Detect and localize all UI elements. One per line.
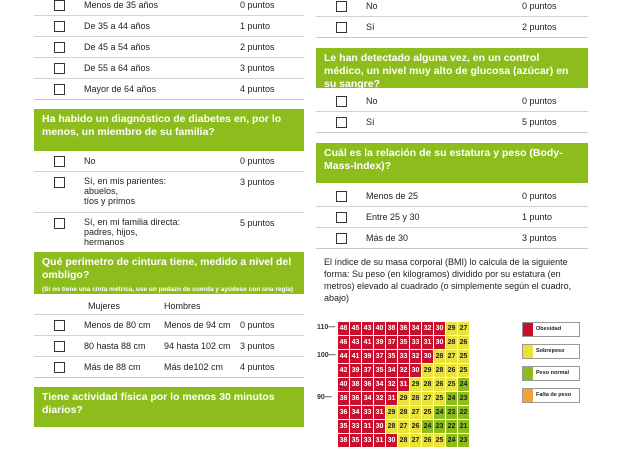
checkbox[interactable] <box>54 84 65 95</box>
family-option[interactable] <box>34 171 304 212</box>
legend-normal <box>522 366 580 381</box>
bmi-cell: 28 <box>398 406 409 419</box>
waist-question-title: Qué perímetro de cintura tiene, medido a nivel del ombligo? <box>42 256 292 281</box>
age-option[interactable] <box>34 0 304 15</box>
bmi-cell: 30 <box>422 350 433 363</box>
bmi-cell: 28 <box>434 364 445 377</box>
option-points: 4 puntos <box>240 84 275 94</box>
option-points: 3 puntos <box>522 233 557 243</box>
bmi-cell: 24 <box>422 420 433 433</box>
bmi-cell: 45 <box>350 322 361 335</box>
bmi-cell: 25 <box>446 378 457 391</box>
bmi-weight-label: 90— <box>317 394 332 401</box>
checkbox[interactable] <box>54 320 65 331</box>
bmi-cell: 26 <box>410 420 421 433</box>
option-label: Menos de 35 años <box>84 0 159 10</box>
bmi-cell: 23 <box>446 406 457 419</box>
bmi-cell: 25 <box>458 364 469 377</box>
bmi-cell: 23 <box>458 392 469 405</box>
bmi-cell: 35 <box>374 364 385 377</box>
option-points: 2 puntos <box>240 42 275 52</box>
option-label-line: tíos y primos <box>84 196 136 206</box>
bmi-cell: 42 <box>338 364 349 377</box>
bmi-cell: 30 <box>386 434 397 447</box>
option-label: Menos de 25 <box>366 191 419 201</box>
bmi-cell: 34 <box>410 322 421 335</box>
option-label: Sí <box>366 117 375 127</box>
bmi-cell: 46 <box>338 336 349 349</box>
bmi-cell: 33 <box>362 434 373 447</box>
bmi-cell: 34 <box>374 378 385 391</box>
bmi-legend <box>522 322 580 410</box>
bmi-cell: 26 <box>458 336 469 349</box>
age-option[interactable] <box>34 78 304 99</box>
checkbox[interactable] <box>336 22 347 33</box>
bmi-options <box>316 186 588 249</box>
checkbox[interactable] <box>54 218 65 229</box>
age-options <box>34 0 304 100</box>
bmi-cell: 31 <box>398 378 409 391</box>
bmi-explanation: El índice de su masa corporal (BMI) lo calcula de la siguiente forma: Su peso (en kilogramos) dividido por su estatura (en metros) elevado al cuadrado (o simplemente según el cuadro, abajo) <box>324 257 572 303</box>
bmi-cell: 34 <box>386 364 397 377</box>
bmi-cell: 40 <box>338 378 349 391</box>
checkbox[interactable] <box>54 362 65 373</box>
checkbox[interactable] <box>336 233 347 244</box>
bmi-cell: 32 <box>410 350 421 363</box>
bmi-cell: 27 <box>422 392 433 405</box>
bmi-cell: 33 <box>362 406 373 419</box>
legend-label: Peso normal <box>536 370 570 376</box>
checkbox[interactable] <box>54 341 65 352</box>
checkbox[interactable] <box>336 212 347 223</box>
previous-option[interactable] <box>316 0 588 16</box>
legend-swatch <box>523 345 533 358</box>
option-label: No <box>366 96 378 106</box>
bmi-cell: 25 <box>434 434 445 447</box>
family-options <box>34 151 304 254</box>
family-option[interactable] <box>34 212 304 253</box>
waist-option[interactable] <box>34 356 304 377</box>
bmi-cell: 35 <box>350 434 361 447</box>
option-label: De 35 a 44 años <box>84 21 151 31</box>
waist-column-headers <box>34 298 304 314</box>
bmi-cell: 25 <box>422 406 433 419</box>
bmi-cell: 24 <box>446 434 457 447</box>
legend-swatch <box>523 323 533 336</box>
option-points: 0 puntos <box>240 320 275 330</box>
option-label-line: hermanos <box>84 237 125 247</box>
bmi-cell: 38 <box>338 392 349 405</box>
bmi-cell: 30 <box>410 364 421 377</box>
bmi-cell: 32 <box>398 364 409 377</box>
bmi-cell: 30 <box>434 336 445 349</box>
bmi-cell: 22 <box>458 406 469 419</box>
bmi-cell: 38 <box>350 378 361 391</box>
option-label: No <box>366 1 378 11</box>
age-option[interactable] <box>34 57 304 78</box>
bmi-cell: 22 <box>446 420 457 433</box>
bmi-cell: 33 <box>410 336 421 349</box>
option-points: 0 puntos <box>522 96 557 106</box>
bmi-cell: 23 <box>458 434 469 447</box>
bmi-cell: 28 <box>398 434 409 447</box>
option-label-line: padres, hijos, <box>84 227 138 237</box>
bmi-cell: 27 <box>446 350 457 363</box>
bmi-cell: 26 <box>446 364 457 377</box>
bmi-cell: 24 <box>434 406 445 419</box>
bmi-weight-label: 110— <box>317 324 336 331</box>
option-points: 3 puntos <box>240 177 275 187</box>
bmi-cell: 29 <box>422 364 433 377</box>
option-points: 0 puntos <box>522 191 557 201</box>
bmi-cell: 24 <box>446 392 457 405</box>
legend-label: Sobrepeso <box>536 348 565 354</box>
bmi-cell: 31 <box>374 406 385 419</box>
bmi-cell: 30 <box>374 420 385 433</box>
bmi-option[interactable] <box>316 227 588 248</box>
glucose-options <box>316 91 588 133</box>
bmi-cell: 25 <box>434 392 445 405</box>
bmi-cell: 26 <box>434 378 445 391</box>
bmi-cell: 31 <box>374 434 385 447</box>
bmi-cell: 35 <box>398 336 409 349</box>
option-label-line: abuelos, <box>84 186 119 196</box>
bmi-cell: 23 <box>434 420 445 433</box>
waist-question-note: (Si no tiene una cinta métrica, use un pedazo de cuerda y ayúdese con una regla) <box>42 286 294 293</box>
waist-option[interactable] <box>34 314 304 335</box>
bmi-cell: 35 <box>386 350 397 363</box>
bmi-cell: 27 <box>410 406 421 419</box>
option-label: Más de 30 <box>366 233 409 243</box>
bmi-cell: 31 <box>422 336 433 349</box>
option-label-line: Sí, en mis parientes: <box>84 176 167 186</box>
option-label <box>84 217 180 247</box>
option-label: Entre 25 y 30 <box>366 212 420 222</box>
legend-label: Obesidad <box>536 326 562 332</box>
legend-obesity <box>522 322 580 337</box>
age-option[interactable] <box>34 15 304 36</box>
bmi-cell: 30 <box>434 322 445 335</box>
legend-label: Falta de peso <box>536 392 572 398</box>
option-points: 1 punto <box>522 212 553 222</box>
bmi-cell: 31 <box>362 420 373 433</box>
option-label: De 45 a 54 años <box>84 42 151 52</box>
previous-options <box>316 0 588 38</box>
bmi-cell: 29 <box>386 406 397 419</box>
bmi-cell: 27 <box>410 434 421 447</box>
waist-options <box>34 298 304 378</box>
option-label: No <box>84 156 96 166</box>
option-points: 5 puntos <box>522 117 557 127</box>
legend-underweight <box>522 388 580 403</box>
column-header-women: Mujeres <box>88 301 121 311</box>
checkbox[interactable] <box>54 63 65 74</box>
bmi-option[interactable] <box>316 206 588 227</box>
bmi-cell: 32 <box>374 392 385 405</box>
legend-swatch <box>523 367 533 380</box>
option-women: Más de 88 cm <box>84 362 141 372</box>
option-points: 0 puntos <box>240 156 275 166</box>
bmi-cell: 24 <box>458 378 469 391</box>
option-label <box>84 176 166 206</box>
bmi-cell: 36 <box>338 406 349 419</box>
option-men: Menos de 94 cm <box>164 320 231 330</box>
activity-question: Tiene actividad física por lo menos 30 minutos diarios? <box>34 387 304 427</box>
bmi-cell: 41 <box>350 350 361 363</box>
bmi-cell: 41 <box>362 336 373 349</box>
bmi-cell: 28 <box>410 392 421 405</box>
option-men: Más de102 cm <box>164 362 224 372</box>
option-label: Mayor de 64 años <box>84 84 157 94</box>
bmi-cell: 28 <box>446 336 457 349</box>
waist-option[interactable] <box>34 335 304 356</box>
checkbox[interactable] <box>54 156 65 167</box>
checkbox[interactable] <box>54 0 65 11</box>
checkbox[interactable] <box>336 96 347 107</box>
previous-option[interactable] <box>316 16 588 37</box>
checkbox[interactable] <box>54 42 65 53</box>
bmi-cell: 37 <box>362 364 373 377</box>
bmi-cell: 32 <box>386 378 397 391</box>
bmi-cell: 28 <box>386 420 397 433</box>
legend-swatch <box>523 389 533 402</box>
checkbox[interactable] <box>336 1 347 12</box>
bmi-cell: 37 <box>374 350 385 363</box>
bmi-cell: 27 <box>398 420 409 433</box>
option-points: 3 puntos <box>240 341 275 351</box>
option-points: 4 puntos <box>240 362 275 372</box>
bmi-weight-label: 100— <box>317 352 336 359</box>
bmi-cell: 32 <box>422 322 433 335</box>
bmi-cell: 29 <box>398 392 409 405</box>
option-points: 0 puntos <box>240 0 275 10</box>
option-label: De 55 a 64 años <box>84 63 151 73</box>
bmi-cell: 37 <box>386 336 397 349</box>
glucose-question: Le han detectado alguna vez, en un control médico, un nivel muy alto de glucosa (azúcar) en su sangre? <box>316 48 588 88</box>
bmi-cell: 26 <box>422 434 433 447</box>
bmi-cell: 38 <box>386 322 397 335</box>
bmi-cell: 27 <box>458 322 469 335</box>
legend-overweight <box>522 344 580 359</box>
checkbox[interactable] <box>336 117 347 128</box>
option-points: 0 puntos <box>522 1 557 11</box>
glucose-option[interactable] <box>316 91 588 111</box>
column-header-men: Hombres <box>164 301 201 311</box>
option-points: 1 punto <box>240 21 271 31</box>
bmi-cell: 29 <box>446 322 457 335</box>
family-option[interactable] <box>34 151 304 171</box>
waist-question <box>34 252 304 294</box>
bmi-question: Cuál es la relación de su estatura y peso (Body-Mass-Index)? <box>316 143 588 183</box>
option-points: 2 puntos <box>522 22 557 32</box>
option-points: 5 puntos <box>240 218 275 228</box>
checkbox[interactable] <box>54 21 65 32</box>
glucose-option[interactable] <box>316 111 588 132</box>
bmi-cell: 36 <box>398 322 409 335</box>
bmi-cell: 43 <box>350 336 361 349</box>
bmi-cell: 34 <box>362 392 373 405</box>
bmi-cell: 39 <box>374 336 385 349</box>
bmi-cell: 28 <box>422 378 433 391</box>
bmi-cell: 33 <box>398 350 409 363</box>
bmi-cell: 29 <box>410 378 421 391</box>
bmi-cell: 44 <box>338 350 349 363</box>
bmi-cell: 34 <box>350 406 361 419</box>
bmi-cell: 35 <box>338 420 349 433</box>
option-women: Menos de 80 cm <box>84 320 151 330</box>
bmi-option[interactable] <box>316 186 588 206</box>
bmi-cell: 28 <box>434 350 445 363</box>
bmi-cell: 21 <box>458 420 469 433</box>
option-men: 94 hasta 102 cm <box>164 341 231 351</box>
bmi-cell: 36 <box>362 378 373 391</box>
bmi-cell: 31 <box>386 392 397 405</box>
bmi-cell: 39 <box>350 364 361 377</box>
bmi-cell: 39 <box>362 350 373 363</box>
age-option[interactable] <box>34 36 304 57</box>
bmi-cell: 36 <box>350 392 361 405</box>
bmi-cell: 48 <box>338 322 349 335</box>
option-points: 3 puntos <box>240 63 275 73</box>
bmi-cell: 43 <box>362 322 373 335</box>
option-label-line: Sí, en mi familia directa: <box>84 217 181 227</box>
bmi-cell: 25 <box>458 350 469 363</box>
family-question: Ha habido un diagnóstico de diabetes en, por lo menos, un miembro de su familia? <box>34 109 304 151</box>
bmi-cell: 33 <box>350 420 361 433</box>
option-label: Sí <box>366 22 375 32</box>
bmi-cell: 40 <box>374 322 385 335</box>
option-women: 80 hasta 88 cm <box>84 341 146 351</box>
bmi-cell: 38 <box>338 434 349 447</box>
checkbox[interactable] <box>336 191 347 202</box>
checkbox[interactable] <box>54 177 65 188</box>
